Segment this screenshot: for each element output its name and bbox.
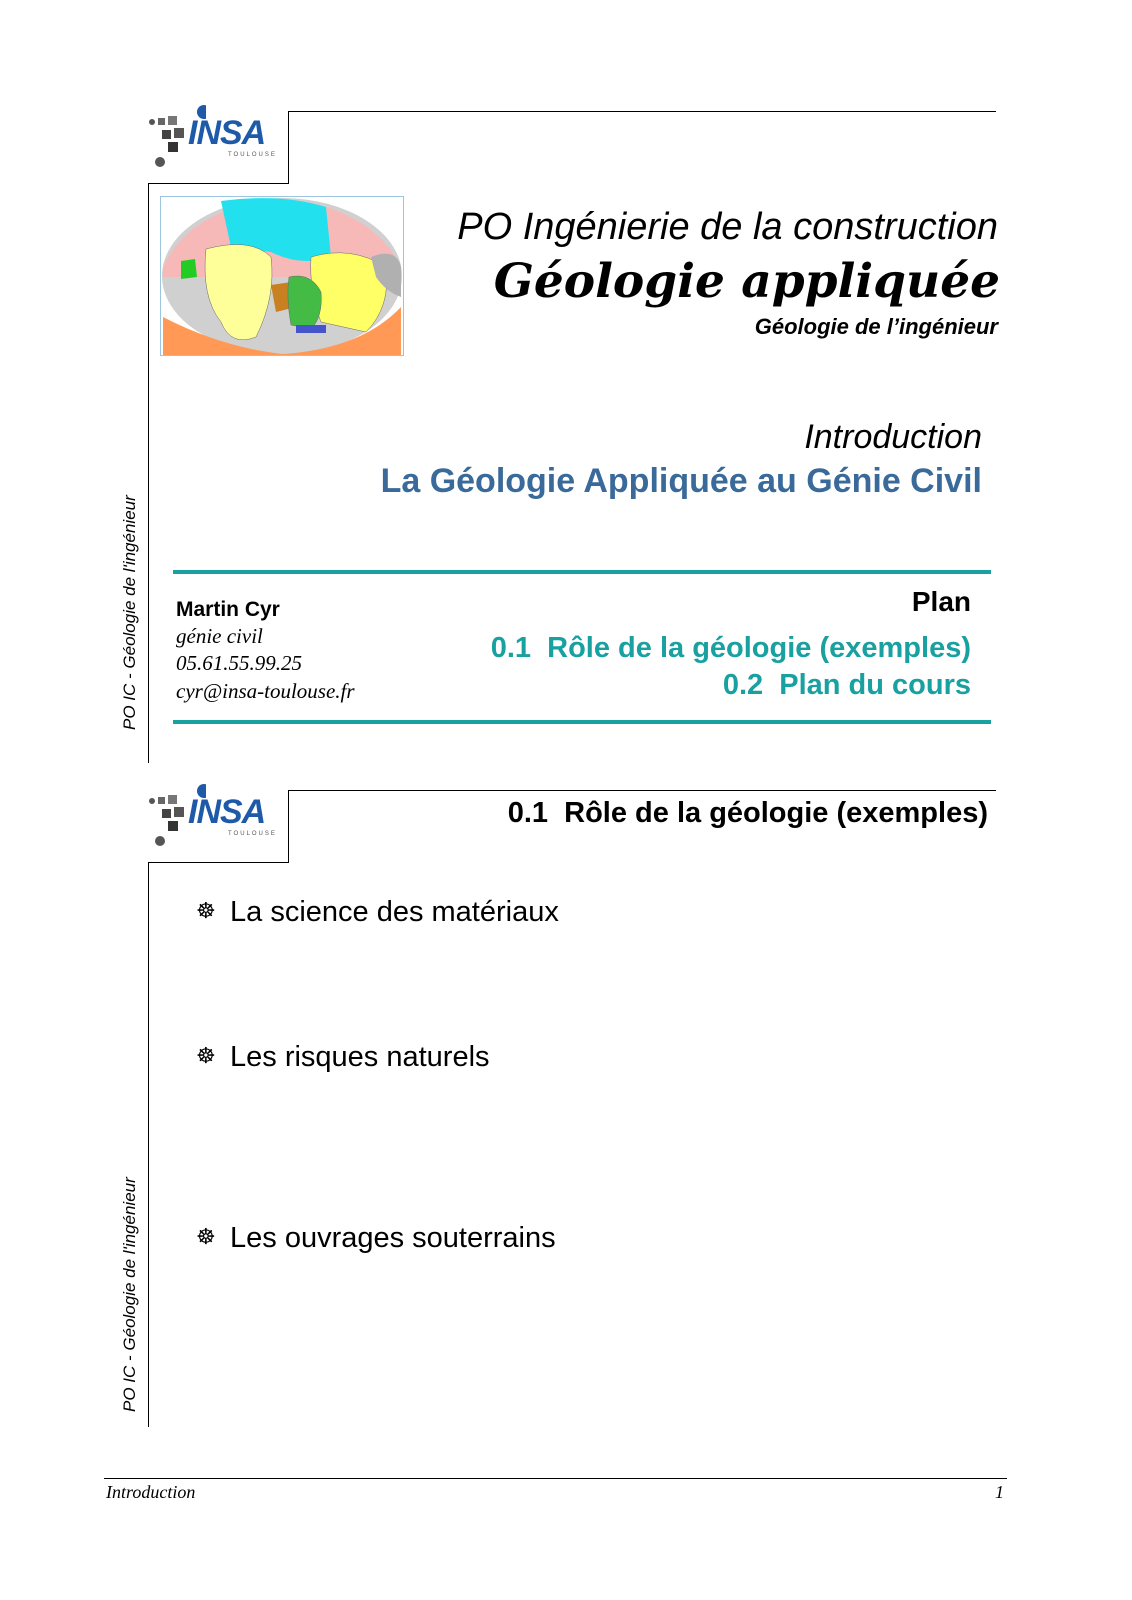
slide1-top-rule bbox=[288, 111, 996, 112]
course-name: PO Ingénierie de la construction bbox=[457, 206, 998, 248]
bullet-item-2 bbox=[196, 1041, 490, 1074]
author-name: Martin Cyr bbox=[176, 598, 280, 621]
plan-top-divider bbox=[173, 570, 991, 574]
plan-item-1: 0.1 Rôle de la géologie (exemples) bbox=[490, 632, 971, 664]
plan-item-2: 0.2 Plan du cours bbox=[722, 669, 971, 701]
page-number: 1 bbox=[995, 1482, 1004, 1502]
plan-heading: Plan bbox=[911, 586, 971, 617]
insa-logo-2 bbox=[146, 783, 278, 855]
plate-tectonics-map bbox=[160, 196, 404, 356]
wheel-bullet-icon: ☸ bbox=[196, 898, 216, 923]
insa-logo-subtext: TOULOUSE bbox=[228, 152, 277, 158]
wheel-bullet-icon: ☸ bbox=[196, 1224, 216, 1249]
course-subtitle: Géologie de l’ingénieur bbox=[754, 314, 998, 339]
footer-rule bbox=[104, 1478, 1007, 1479]
slide1-left-rule bbox=[148, 183, 149, 763]
bullet-item-3 bbox=[196, 1222, 556, 1255]
slide1-logo-divider bbox=[288, 111, 289, 183]
slide2-logo-bottom-rule bbox=[148, 862, 289, 863]
slide2-title: 0.1 Rôle de la géologie (exemples) bbox=[507, 797, 988, 829]
wheel-bullet-icon: ☸ bbox=[196, 1043, 216, 1068]
slide1-logo-bottom-rule bbox=[148, 183, 289, 184]
insa-logo-text: INSA bbox=[188, 114, 266, 152]
author-dept: génie civil bbox=[176, 624, 263, 648]
slide2-top-rule bbox=[288, 790, 996, 791]
bullet-text: Les ouvrages souterrains bbox=[230, 1222, 556, 1254]
sidebar-label-1: PO IC - Géologie de l'ingénieur bbox=[120, 495, 139, 730]
plan-bottom-divider bbox=[173, 720, 991, 724]
author-email[interactable]: cyr@insa-toulouse.fr bbox=[176, 679, 355, 703]
insa-logo-text: INSA bbox=[188, 793, 266, 831]
slide2-logo-divider bbox=[288, 790, 289, 862]
insa-logo bbox=[146, 104, 278, 176]
footer-left: Introduction bbox=[106, 1482, 196, 1502]
bullet-text: La science des matériaux bbox=[230, 896, 559, 928]
author-phone: 05.61.55.99.25 bbox=[176, 651, 302, 675]
course-title: Géologie appliquée bbox=[493, 254, 1000, 309]
sidebar-label-2: PO IC - Géologie de l'ingénieur bbox=[120, 1177, 139, 1412]
bullet-text: Les risques naturels bbox=[230, 1041, 490, 1073]
bullet-item-1 bbox=[196, 896, 559, 929]
insa-logo-subtext: TOULOUSE bbox=[228, 831, 277, 837]
section-label: Introduction bbox=[804, 418, 982, 456]
slide2-left-rule bbox=[148, 862, 149, 1427]
section-title: La Géologie Appliquée au Génie Civil bbox=[380, 462, 982, 500]
